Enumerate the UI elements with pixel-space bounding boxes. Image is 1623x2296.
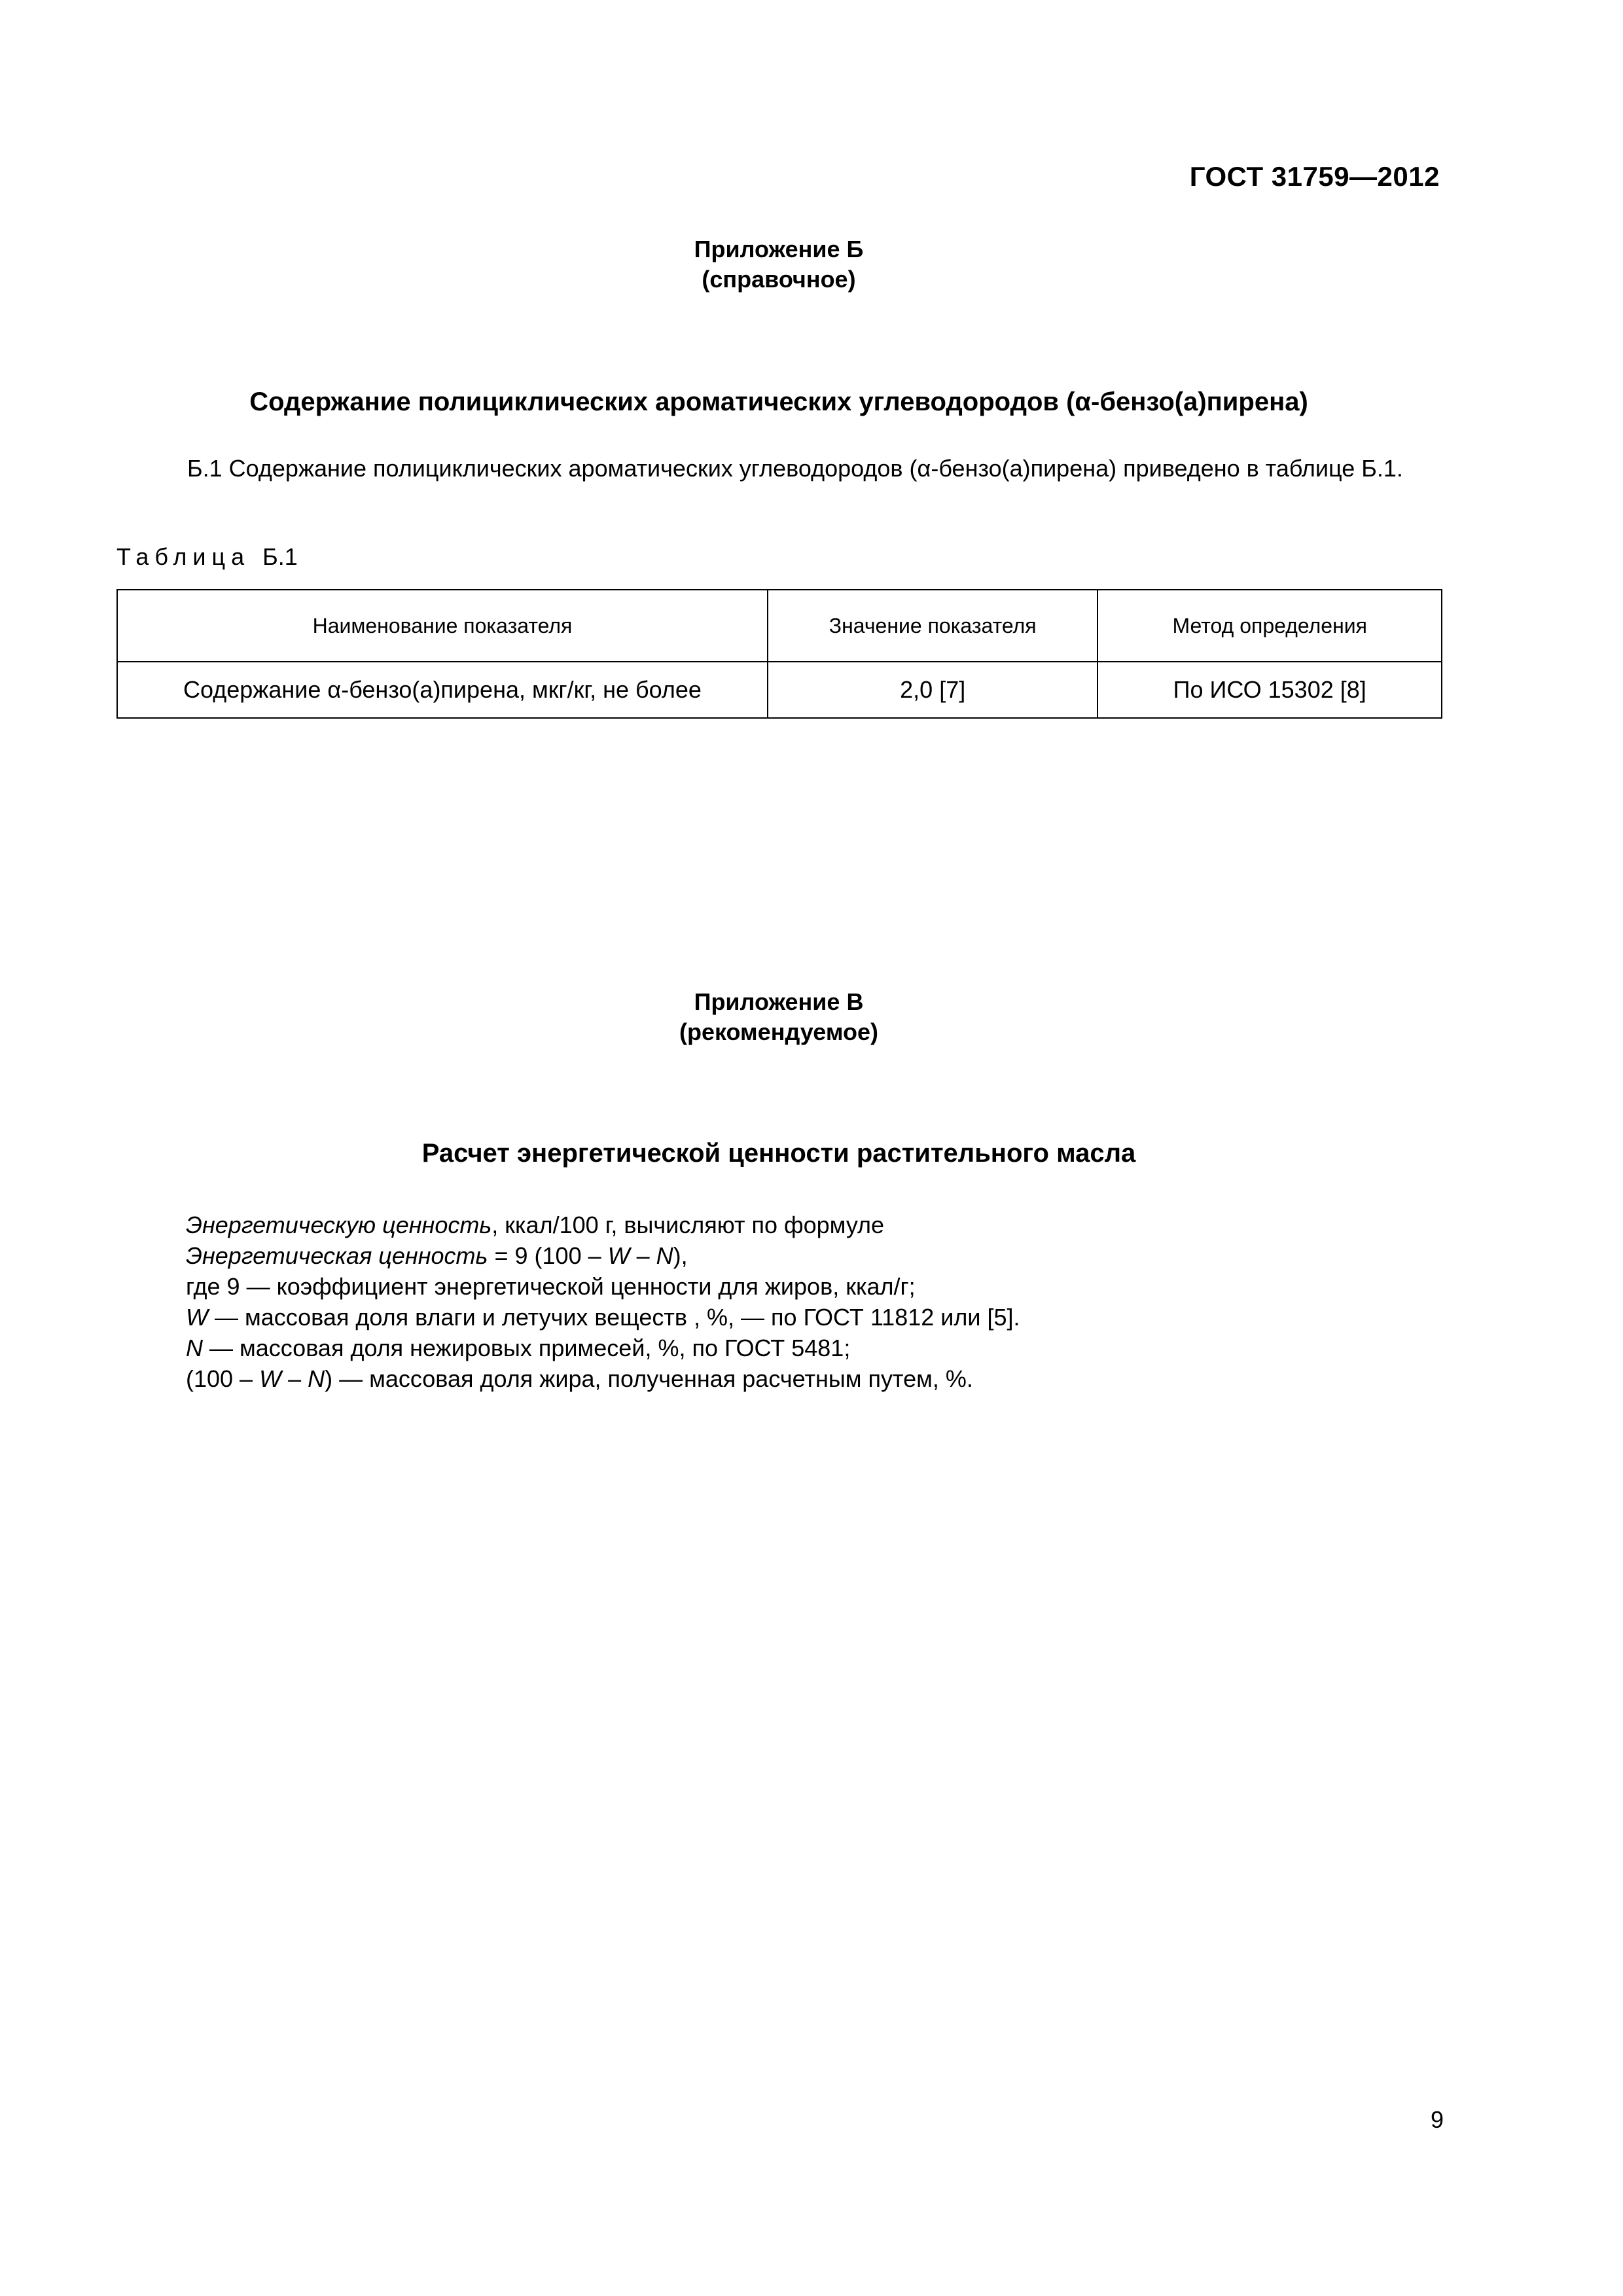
document-code: ГОСТ 31759—2012: [1189, 161, 1440, 192]
table-label-number: Б.1: [262, 543, 298, 570]
appendix-b-heading: Содержание полициклических ароматических углеводородов (α-бензо(а)пирена): [249, 387, 1308, 416]
formula-line-2: Энергетическая ценность = 9 (100 – W – N),: [186, 1242, 688, 1269]
pah-table: [116, 589, 1442, 719]
table-cell-method: По ИСО 15302 [8]: [1097, 662, 1442, 718]
formula-line-6: (100 – W – N) — массовая доля жира, полученная расчетным путем, %.: [186, 1365, 973, 1392]
appendix-b-paragraph: [116, 453, 1441, 484]
appendix-b-title-block: [0, 234, 1558, 295]
formula-line-3: где 9 — коэффициент энергетической ценности для жиров, ккал/г;: [186, 1273, 916, 1300]
appendix-b-title: Приложение Б: [694, 236, 864, 262]
appendix-b-subtitle: (справочное): [702, 266, 856, 293]
table-cell-indicator: Содержание α-бензо(а)пирена, мкг/кг, не более: [117, 662, 768, 718]
table-label: [116, 543, 298, 571]
page-number: 9: [1430, 2106, 1444, 2133]
appendix-b-paragraph-text: Б.1 Содержание полициклических ароматических углеводородов (α-бензо(а)пирена) приведено в таблице Б.1.: [187, 455, 1403, 482]
table-header-indicator: Наименование показателя: [117, 590, 768, 662]
table-header-method: Метод определения: [1097, 590, 1442, 662]
formula-line-4: W — массовая доля влаги и летучих веществ , %, — по ГОСТ 11812 или [5].: [186, 1304, 1020, 1331]
appendix-v-title: Приложение В: [694, 988, 864, 1015]
table-header-row: [117, 590, 1442, 662]
table-row: [117, 662, 1442, 718]
appendix-v-subtitle: (рекомендуемое): [679, 1018, 878, 1045]
formula-line-5: N — массовая доля нежировых примесей, %, по ГОСТ 5481;: [186, 1335, 851, 1361]
table-label-word: Таблица: [116, 543, 251, 570]
appendix-v-title-block: [0, 987, 1558, 1047]
table-cell-value: 2,0 [7]: [768, 662, 1098, 718]
table-header-value: Значение показателя: [768, 590, 1098, 662]
formula-line-1: Энергетическую ценность, ккал/100 г, вычисляют по формуле: [186, 1211, 885, 1238]
energy-formula-block: [186, 1210, 1020, 1394]
appendix-v-heading: Расчет энергетической ценности растительного масла: [421, 1139, 1136, 1168]
